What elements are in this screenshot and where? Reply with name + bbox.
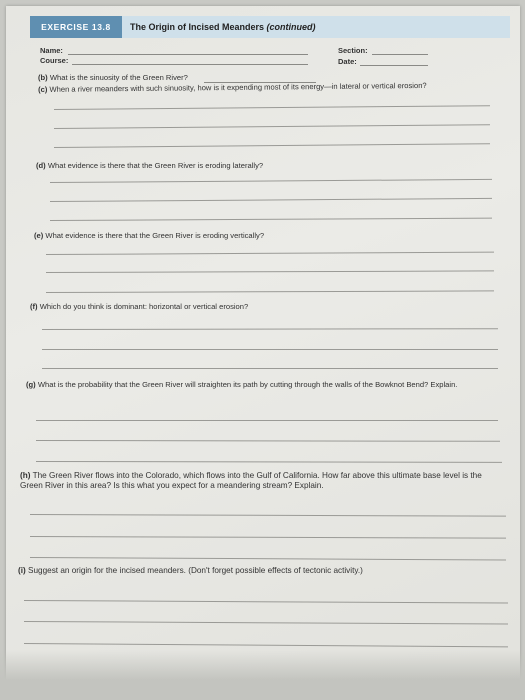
answer-line-h3[interactable] (30, 557, 506, 560)
question-letter: (b) (38, 73, 48, 82)
question-letter: (h) (20, 471, 31, 480)
question-letter: (f) (30, 302, 38, 311)
answer-line-g2[interactable] (36, 440, 500, 442)
answer-line-d2[interactable] (50, 198, 492, 202)
section-field[interactable] (372, 54, 428, 55)
question-d (36, 161, 476, 171)
question-text: The Green River flows into the Colorado, which flows into the Gulf of California. How far above this ultimate base level is the Green River in this area? Is this what you expect for a meandering stream? Explain. (20, 471, 482, 490)
answer-line-i1[interactable] (24, 600, 508, 604)
exercise-title (130, 16, 316, 38)
question-text: Which do you think is dominant: horizontal or vertical erosion? (39, 302, 249, 311)
question-text: What is the sinuosity of the Green River? (49, 73, 188, 82)
question-g (26, 380, 476, 390)
question-text: What evidence is there that the Green River is eroding laterally? (47, 161, 264, 170)
exercise-header (30, 16, 510, 38)
name-field[interactable] (68, 54, 308, 55)
name-label: Name: (40, 46, 63, 55)
page-edge-shadow (0, 650, 525, 700)
exercise-title-text: The Origin of Incised Meanders (130, 22, 265, 32)
answer-line-c3[interactable] (54, 143, 490, 148)
answer-line-h1[interactable] (30, 514, 506, 517)
question-e (34, 231, 474, 241)
question-f (30, 302, 470, 312)
answer-line-e2[interactable] (46, 270, 494, 273)
answer-line-f3[interactable] (42, 368, 498, 369)
course-label: Course: (40, 56, 69, 65)
date-field[interactable] (360, 65, 428, 66)
answer-line-f1[interactable] (42, 328, 498, 330)
question-letter: (e) (34, 231, 44, 240)
answer-line-f2[interactable] (42, 349, 498, 350)
answer-line-g3[interactable] (36, 461, 502, 463)
date-label: Date: (338, 57, 357, 66)
answer-line-g1[interactable] (36, 420, 498, 421)
answer-line-e1[interactable] (46, 252, 494, 255)
worksheet-page (6, 6, 520, 696)
answer-line-d1[interactable] (50, 179, 492, 183)
question-text: What is the probability that the Green River will straighten its path by cutting through the walls of the Bowknot Bend? Explain. (37, 380, 458, 389)
question-letter: (c) (38, 84, 48, 94)
exercise-label: EXERCISE 13.8 (30, 16, 122, 38)
exercise-title-suffix: (continued) (266, 22, 316, 32)
answer-line-d3[interactable] (50, 218, 492, 221)
question-letter: (i) (18, 566, 26, 575)
answer-line-i2[interactable] (24, 621, 508, 625)
question-text: When a river meanders with such sinuosity, how is it expending most of its energy—in lateral or vertical erosion? (49, 80, 427, 94)
question-h (20, 471, 500, 491)
answer-line-i3[interactable] (24, 643, 508, 647)
question-text: Suggest an origin for the incised meanders. (Don't forget possible effects of tectonic activity.) (28, 566, 363, 575)
section-label: Section: (338, 46, 368, 55)
answer-line-h2[interactable] (30, 536, 506, 539)
question-text: What evidence is there that the Green River is eroding vertically? (45, 231, 265, 240)
question-letter: (d) (36, 161, 46, 170)
answer-line-c2[interactable] (54, 124, 490, 129)
course-field[interactable] (72, 64, 308, 65)
answer-line-e3[interactable] (46, 290, 494, 293)
question-letter: (g) (26, 380, 36, 389)
answer-line-c1[interactable] (54, 105, 490, 110)
question-i (18, 566, 498, 576)
